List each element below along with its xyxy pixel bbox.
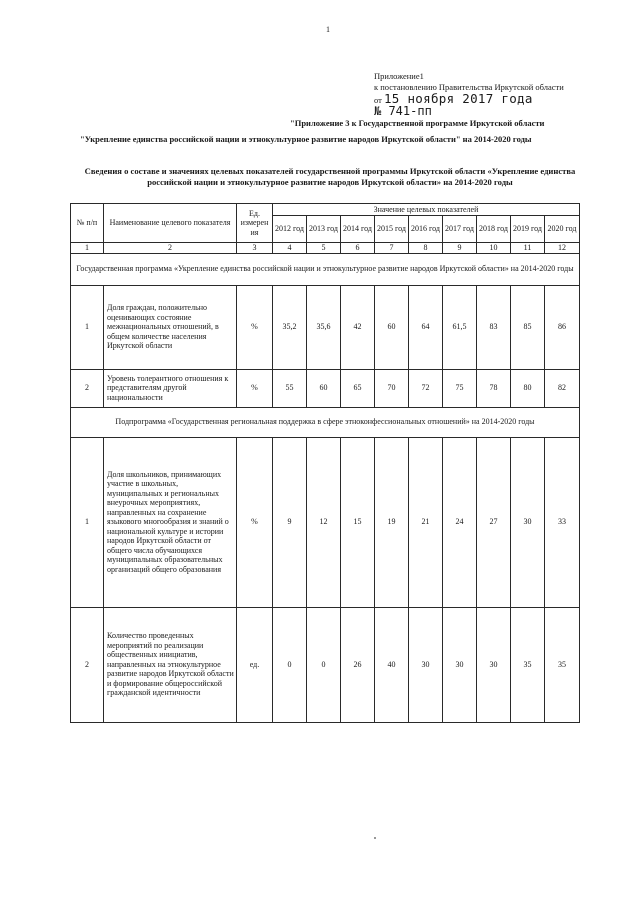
year-header: 2014 год	[341, 216, 375, 243]
row-num: 2	[71, 607, 104, 722]
column-number: 2	[104, 243, 237, 254]
indicator-value: 40	[375, 607, 409, 722]
indicator-value: 80	[511, 369, 545, 407]
indicator-name: Количество проведенных мероприятий по реализации общественных инициатив, направленных на этнокультурное развитие народов Иркутской области и формирование общероссийской гражданской идентичности	[104, 607, 237, 722]
table-row	[71, 437, 580, 607]
document-title: Сведения о составе и значениях целевых показателей государственной программы Иркутской области «Укрепление единства российской нации и этнокультурное развитие народов Иркутской области» на 2014-2020 годы	[84, 166, 576, 187]
indicator-value: 19	[375, 437, 409, 607]
section-subprogram-title: Подпрограмма «Государственная региональная поддержка в сфере этноконфессиональных отношений» на 2014-2020 годы	[71, 407, 580, 437]
indicator-value: 70	[375, 369, 409, 407]
indicator-value: 12	[307, 437, 341, 607]
appendix-number: № 741-пп	[374, 104, 432, 118]
year-header: 2017 год	[443, 216, 477, 243]
indicator-value: 42	[341, 285, 375, 369]
indicator-value: 0	[273, 607, 307, 722]
appendix-date-prefix: от	[374, 95, 382, 105]
indicator-value: 55	[273, 369, 307, 407]
indicator-value: 26	[341, 607, 375, 722]
indicator-unit: %	[237, 285, 273, 369]
section-row	[71, 407, 580, 437]
col-values-header: Значение целевых показателей	[273, 204, 580, 216]
indicator-value: 65	[341, 369, 375, 407]
indicator-name: Доля граждан, положительно оценивающих состояние межнациональных отношений, в общем количестве населения Иркутской области	[104, 285, 237, 369]
indicator-value: 0	[307, 607, 341, 722]
column-number: 9	[443, 243, 477, 254]
column-number: 7	[375, 243, 409, 254]
appendix-line2: к постановлению Правительства Иркутской области	[374, 82, 564, 92]
indicator-name: Уровень толерантного отношения к представителям другой национальности	[104, 369, 237, 407]
indicator-value: 82	[545, 369, 580, 407]
row-num: 2	[71, 369, 104, 407]
indicator-value: 86	[545, 285, 580, 369]
column-number: 5	[307, 243, 341, 254]
appendix-date-value: 15 ноября 2017 года	[383, 91, 533, 106]
col-name-header: Наименование целевого показателя	[104, 204, 237, 243]
row-num: 1	[71, 437, 104, 607]
appendix-line1: Приложение1	[374, 71, 424, 81]
indicator-value: 35,2	[273, 285, 307, 369]
indicator-value: 9	[273, 437, 307, 607]
scan-speck	[374, 837, 376, 839]
indicator-value: 15	[341, 437, 375, 607]
header-line2: "Укрепление единства российской нации и этнокультурное развитие народов Иркутской области" на 2014-2020 годы	[80, 134, 532, 144]
row-num: 1	[71, 285, 104, 369]
indicator-unit: ед.	[237, 607, 273, 722]
column-number: 12	[545, 243, 580, 254]
column-number: 1	[71, 243, 104, 254]
indicator-unit: %	[237, 437, 273, 607]
indicator-value: 24	[443, 437, 477, 607]
indicator-value: 30	[477, 607, 511, 722]
column-numbers-row	[71, 243, 580, 254]
table-row	[71, 285, 580, 369]
column-number: 4	[273, 243, 307, 254]
page-number: 1	[326, 25, 330, 34]
indicator-value: 33	[545, 437, 580, 607]
indicator-value: 61,5	[443, 285, 477, 369]
indicator-value: 60	[375, 285, 409, 369]
indicator-value: 85	[511, 285, 545, 369]
year-header: 2012 год	[273, 216, 307, 243]
indicator-value: 83	[477, 285, 511, 369]
col-unit-header: Ед. измерен ия	[237, 204, 273, 243]
indicator-value: 60	[307, 369, 341, 407]
header-row	[71, 204, 580, 216]
year-header: 2013 год	[307, 216, 341, 243]
table-row	[71, 607, 580, 722]
column-number: 8	[409, 243, 443, 254]
column-number: 6	[341, 243, 375, 254]
indicator-value: 75	[443, 369, 477, 407]
col-num-header: № п/п	[71, 204, 104, 243]
indicator-value: 27	[477, 437, 511, 607]
column-number: 10	[477, 243, 511, 254]
indicator-value: 64	[409, 285, 443, 369]
indicators-table	[70, 203, 580, 723]
indicator-value: 21	[409, 437, 443, 607]
year-header: 2018 год	[477, 216, 511, 243]
indicator-unit: %	[237, 369, 273, 407]
indicator-value: 30	[511, 437, 545, 607]
year-header: 2019 год	[511, 216, 545, 243]
indicator-name: Доля школьников, принимающих участие в школьных, муниципальных и региональных внеурочных мероприятиях, направленных на сохранение языкового многообразия и знаний о национальной культуре и истории народов Иркутской области от общего числа обучающихся муниципальных образовательных организаций общего образования	[104, 437, 237, 607]
header-line1: "Приложение 3 к Государственной программе Иркутской области	[290, 118, 545, 128]
indicator-value: 35	[511, 607, 545, 722]
column-number: 11	[511, 243, 545, 254]
indicator-value: 78	[477, 369, 511, 407]
section-row	[71, 253, 580, 285]
indicator-value: 30	[443, 607, 477, 722]
year-header: 2016 год	[409, 216, 443, 243]
year-header: 2015 год	[375, 216, 409, 243]
indicator-value: 30	[409, 607, 443, 722]
indicator-value: 35	[545, 607, 580, 722]
appendix-block	[374, 71, 564, 117]
indicator-value: 72	[409, 369, 443, 407]
section-program-title: Государственная программа «Укрепление единства российской нации и этнокультурное развитие народов Иркутской области» на 2014-2020 годы	[71, 253, 580, 285]
table-row	[71, 369, 580, 407]
indicator-value: 35,6	[307, 285, 341, 369]
year-header: 2020 год	[545, 216, 580, 243]
column-number: 3	[237, 243, 273, 254]
